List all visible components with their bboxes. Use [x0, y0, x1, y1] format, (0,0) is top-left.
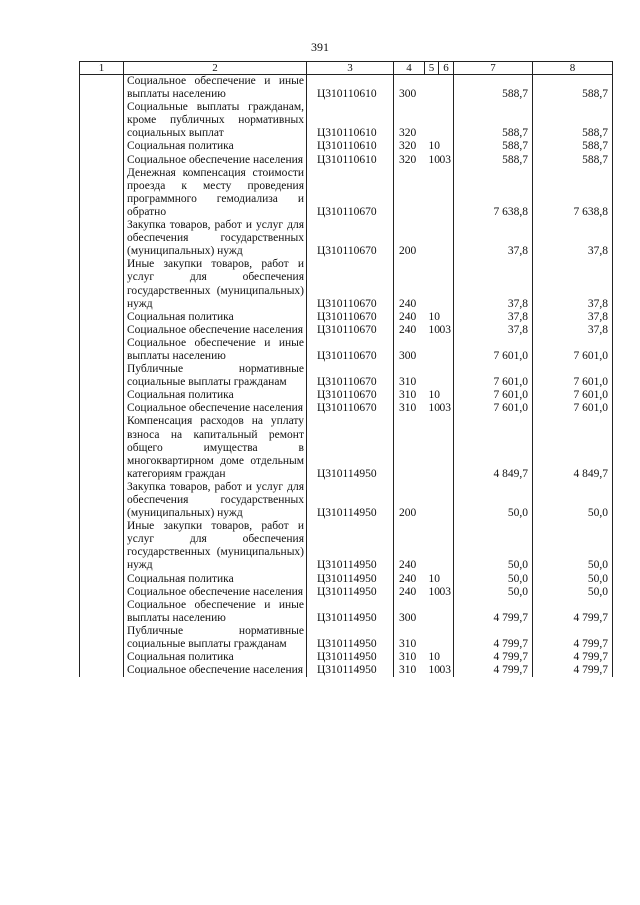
- cell-empty: [80, 664, 124, 677]
- cell-target-code: Ц310110610: [307, 140, 394, 153]
- cell-amount-7: 37,8: [454, 324, 533, 337]
- cell-subsection: [439, 520, 454, 572]
- cell-subsection: 03: [439, 664, 454, 677]
- table-row: [80, 154, 613, 167]
- table-row: [80, 664, 613, 677]
- cell-subsection: [439, 625, 454, 651]
- cell-expense-type: 240: [399, 310, 417, 323]
- cell-target-code: Ц310114950: [307, 625, 394, 651]
- cell-amount-8: 4 799,7: [533, 664, 613, 677]
- table-row: [80, 402, 613, 415]
- cell-amount-8: 588,7: [533, 154, 613, 167]
- cell-name: Публичные нормативные социальные выплаты гражданам: [124, 363, 307, 389]
- cell-amount-8: 37,8: [533, 324, 613, 337]
- cell-subsection: 03: [439, 324, 454, 337]
- cell-empty: [80, 586, 124, 599]
- cell-amount-7: 4 799,7: [454, 625, 533, 651]
- cell-expense-type: 240: [399, 585, 417, 598]
- cell-empty: [80, 75, 124, 102]
- cell-empty: [80, 167, 124, 219]
- table-row: [80, 415, 613, 480]
- cell-amount-7: 37,8: [454, 258, 533, 310]
- table-row: [80, 389, 613, 402]
- cell-amount-7: 37,8: [454, 219, 533, 258]
- cell-amount-7: 588,7: [454, 101, 533, 140]
- cell-subsection: 03: [439, 402, 454, 415]
- cell-target-code: Ц310110670: [307, 402, 394, 415]
- cell-name: Социальная политика: [124, 389, 307, 402]
- cell-expense-type: 300: [399, 88, 417, 101]
- table-row: [80, 167, 613, 219]
- cell-expense-type: 200: [399, 245, 417, 258]
- cell-amount-8: 37,8: [533, 311, 613, 324]
- budget-table-container: [79, 61, 612, 677]
- cell-subsection: [439, 337, 454, 363]
- cell-target-code: Ц310110670: [307, 363, 394, 389]
- cell-target-code: Ц310110670: [307, 311, 394, 324]
- table-row: [80, 651, 613, 664]
- cell-name: Социальная политика: [124, 651, 307, 664]
- cell-empty: [80, 389, 124, 402]
- cell-name: Публичные нормативные социальные выплаты гражданам: [124, 625, 307, 651]
- cell-amount-8: 50,0: [533, 481, 613, 520]
- cell-expense-type: 300: [399, 611, 417, 624]
- cell-empty: [80, 415, 124, 480]
- cell-amount-7: 4 849,7: [454, 415, 533, 480]
- cell-target-code: Ц310114950: [307, 651, 394, 664]
- cell-target-code: Ц310110610: [307, 101, 394, 140]
- cell-section: 10: [428, 402, 440, 415]
- cell-amount-8: 37,8: [533, 258, 613, 310]
- cell-amount-8: 7 638,8: [533, 167, 613, 219]
- column-header-5: 5: [425, 62, 439, 75]
- cell-target-code: Ц310114950: [307, 481, 394, 520]
- cell-section: [425, 481, 439, 520]
- cell-expense-type: 200: [399, 507, 417, 520]
- header-row: [80, 62, 613, 75]
- cell-name: Закупка товаров, работ и услуг для обеспечения государственных (муниципальных) нужд: [124, 219, 307, 258]
- cell-empty: [80, 402, 124, 415]
- cell-empty: [80, 481, 124, 520]
- cell-amount-8: 7 601,0: [533, 363, 613, 389]
- cell-amount-7: 4 799,7: [454, 651, 533, 664]
- cell-subsection: 03: [439, 154, 454, 167]
- cell-amount-8: 588,7: [533, 75, 613, 102]
- cell-subsection: [439, 311, 454, 324]
- cell-target-code: Ц310114950: [307, 586, 394, 599]
- cell-section: [425, 520, 439, 572]
- cell-expense-type: 240: [399, 559, 417, 572]
- cell-name: Социальная политика: [124, 140, 307, 153]
- column-header-6: 6: [439, 62, 454, 75]
- cell-expense-type: 320: [399, 153, 417, 166]
- cell-amount-8: 4 799,7: [533, 599, 613, 625]
- cell-subsection: [439, 101, 454, 140]
- cell-target-code: Ц310114950: [307, 415, 394, 480]
- table-row: [80, 599, 613, 625]
- cell-amount-8: 4 799,7: [533, 625, 613, 651]
- table-row: [80, 258, 613, 310]
- cell-empty: [80, 599, 124, 625]
- cell-amount-8: 50,0: [533, 586, 613, 599]
- cell-expense-type: 240: [399, 297, 417, 310]
- cell-subsection: [439, 481, 454, 520]
- table-row: [80, 625, 613, 651]
- cell-empty: [80, 324, 124, 337]
- cell-name: Иные закупки товаров, работ и услуг для обеспечения государственных (муниципальных) нужд: [124, 258, 307, 310]
- cell-empty: [80, 140, 124, 153]
- table-row: [80, 324, 613, 337]
- cell-section: 10: [428, 140, 440, 153]
- column-header-3: 3: [307, 62, 394, 75]
- cell-section: [425, 75, 439, 102]
- cell-empty: [80, 154, 124, 167]
- cell-section: 10: [428, 323, 440, 336]
- cell-expense-type: 310: [399, 389, 417, 402]
- cell-section: 10: [428, 310, 440, 323]
- cell-section: [425, 337, 439, 363]
- cell-name: Социальное обеспечение населения: [124, 402, 307, 415]
- table-body: [80, 75, 613, 678]
- table-row: [80, 586, 613, 599]
- cell-amount-7: 37,8: [454, 311, 533, 324]
- cell-amount-7: 4 799,7: [454, 599, 533, 625]
- cell-amount-8: 50,0: [533, 573, 613, 586]
- column-header-1: 1: [80, 62, 124, 75]
- cell-section: [425, 101, 439, 140]
- cell-section: [425, 625, 439, 651]
- cell-section: 10: [428, 153, 440, 166]
- cell-target-code: Ц310114950: [307, 664, 394, 677]
- cell-section: [425, 599, 439, 625]
- cell-target-code: Ц310114950: [307, 573, 394, 586]
- cell-amount-8: 4 799,7: [533, 651, 613, 664]
- cell-amount-7: 50,0: [454, 520, 533, 572]
- cell-subsection: [439, 363, 454, 389]
- cell-expense-type: 320: [399, 127, 417, 140]
- cell-amount-7: 50,0: [454, 586, 533, 599]
- cell-name: Компенсация расходов на уплату взноса на капитальный ремонт общего имущества в многоквартирном доме отдельным категориям граждан: [124, 415, 307, 480]
- table-row: [80, 75, 613, 102]
- cell-amount-8: 50,0: [533, 520, 613, 572]
- cell-target-code: Ц310110670: [307, 337, 394, 363]
- table-row: [80, 219, 613, 258]
- cell-amount-7: 7 601,0: [454, 389, 533, 402]
- table-row: [80, 101, 613, 140]
- cell-amount-8: 7 601,0: [533, 337, 613, 363]
- cell-name: Денежная компенсация стоимости проезда к месту проведения программного гемодиализа и обратно: [124, 167, 307, 219]
- cell-name: Иные закупки товаров, работ и услуг для обеспечения государственных (муниципальных) нужд: [124, 520, 307, 572]
- cell-section: 10: [428, 572, 440, 585]
- cell-expense-type: 310: [399, 664, 417, 677]
- table-row: [80, 481, 613, 520]
- cell-amount-7: 7 601,0: [454, 337, 533, 363]
- budget-table: [79, 61, 613, 677]
- cell-expense-type: 240: [399, 323, 417, 336]
- column-header-7: 7: [454, 62, 533, 75]
- cell-amount-7: 588,7: [454, 140, 533, 153]
- cell-section: 10: [428, 389, 440, 402]
- cell-name: Социальное обеспечение населения: [124, 154, 307, 167]
- cell-subsection: [439, 167, 454, 219]
- cell-name: Закупка товаров, работ и услуг для обеспечения государственных (муниципальных) нужд: [124, 481, 307, 520]
- cell-subsection: [439, 140, 454, 153]
- cell-name: Социальное обеспечение населения: [124, 586, 307, 599]
- cell-expense-type: 310: [399, 376, 417, 389]
- cell-subsection: [439, 258, 454, 310]
- cell-section: [425, 415, 439, 480]
- cell-name: Социальное обеспечение населения: [124, 664, 307, 677]
- cell-amount-8: 588,7: [533, 140, 613, 153]
- cell-amount-8: 7 601,0: [533, 402, 613, 415]
- cell-empty: [80, 219, 124, 258]
- cell-expense-type: 320: [399, 140, 417, 153]
- cell-amount-7: 588,7: [454, 75, 533, 102]
- cell-amount-8: 588,7: [533, 101, 613, 140]
- cell-section: [425, 167, 439, 219]
- cell-section: 10: [428, 585, 440, 598]
- cell-section: [425, 219, 439, 258]
- cell-target-code: Ц310110670: [307, 167, 394, 219]
- cell-target-code: Ц310110610: [307, 75, 394, 102]
- table-row: [80, 573, 613, 586]
- cell-expense-type: 300: [399, 349, 417, 362]
- table-row: [80, 140, 613, 153]
- cell-section: [425, 363, 439, 389]
- cell-subsection: [439, 415, 454, 480]
- cell-amount-8: 4 849,7: [533, 415, 613, 480]
- table-row: [80, 363, 613, 389]
- cell-name: Социальное обеспечение и иные выплаты населению: [124, 75, 307, 102]
- cell-subsection: [439, 75, 454, 102]
- cell-expense-type: 240: [399, 572, 417, 585]
- cell-amount-7: 4 799,7: [454, 664, 533, 677]
- cell-empty: [80, 520, 124, 572]
- cell-empty: [80, 363, 124, 389]
- table-header: [80, 62, 613, 75]
- cell-expense-type: [394, 415, 425, 480]
- cell-amount-7: 7 638,8: [454, 167, 533, 219]
- cell-expense-type: 310: [399, 402, 417, 415]
- cell-subsection: 03: [439, 586, 454, 599]
- cell-expense-type: 310: [399, 638, 417, 651]
- cell-empty: [80, 573, 124, 586]
- cell-subsection: [439, 651, 454, 664]
- cell-empty: [80, 651, 124, 664]
- column-header-2: 2: [124, 62, 307, 75]
- cell-empty: [80, 337, 124, 363]
- column-header-8: 8: [533, 62, 613, 75]
- cell-subsection: [439, 389, 454, 402]
- column-header-4: 4: [394, 62, 425, 75]
- cell-amount-7: 50,0: [454, 573, 533, 586]
- cell-expense-type: [394, 167, 425, 219]
- cell-subsection: [439, 219, 454, 258]
- cell-amount-7: 50,0: [454, 481, 533, 520]
- cell-target-code: Ц310114950: [307, 520, 394, 572]
- cell-empty: [80, 311, 124, 324]
- page-number: 391: [311, 40, 329, 54]
- cell-amount-7: 7 601,0: [454, 363, 533, 389]
- cell-name: Социальные выплаты гражданам, кроме публичных нормативных социальных выплат: [124, 101, 307, 140]
- cell-section: 10: [428, 651, 440, 664]
- cell-target-code: Ц310110670: [307, 258, 394, 310]
- cell-name: Социальное обеспечение и иные выплаты населению: [124, 337, 307, 363]
- cell-amount-8: 37,8: [533, 219, 613, 258]
- cell-empty: [80, 258, 124, 310]
- cell-amount-8: 7 601,0: [533, 389, 613, 402]
- table-row: [80, 311, 613, 324]
- cell-amount-7: 588,7: [454, 154, 533, 167]
- cell-name: Социальная политика: [124, 573, 307, 586]
- cell-target-code: Ц310110670: [307, 324, 394, 337]
- cell-target-code: Ц310110610: [307, 154, 394, 167]
- cell-target-code: Ц310110670: [307, 219, 394, 258]
- cell-name: Социальное обеспечение населения: [124, 324, 307, 337]
- cell-subsection: [439, 599, 454, 625]
- cell-empty: [80, 625, 124, 651]
- cell-expense-type: 310: [399, 651, 417, 664]
- cell-section: 10: [428, 664, 440, 677]
- cell-section: [425, 258, 439, 310]
- cell-empty: [80, 101, 124, 140]
- cell-name: Социальная политика: [124, 311, 307, 324]
- table-row: [80, 520, 613, 572]
- table-row: [80, 337, 613, 363]
- cell-subsection: [439, 573, 454, 586]
- cell-name: Социальное обеспечение и иные выплаты населению: [124, 599, 307, 625]
- cell-amount-7: 7 601,0: [454, 402, 533, 415]
- cell-target-code: Ц310110670: [307, 389, 394, 402]
- cell-target-code: Ц310114950: [307, 599, 394, 625]
